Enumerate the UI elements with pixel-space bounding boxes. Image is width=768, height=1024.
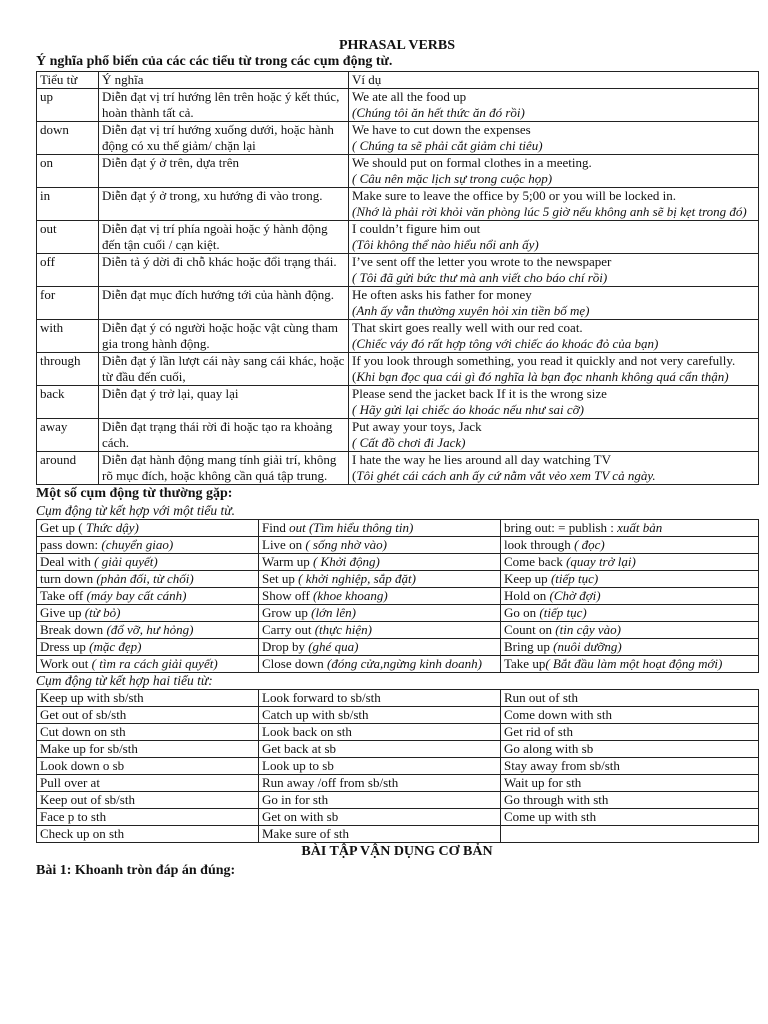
translation-text: ( Chúng ta sẽ phải cắt giảm chi tiêu) xyxy=(352,138,543,153)
example-text: Make sure to leave the office by 5;00 or you will be locked in. xyxy=(352,188,676,203)
two-particle-heading: Cụm động từ kết hợp hai tiểu từ: xyxy=(36,673,213,688)
table-row xyxy=(37,155,759,188)
table-row xyxy=(37,741,759,758)
phrasal-verb: Come back xyxy=(504,554,567,569)
header-meaning: Ý nghĩa xyxy=(99,72,349,89)
phrasal-cell xyxy=(259,554,501,571)
table-row xyxy=(37,386,759,419)
phrasal-meaning: (tiếp tục) xyxy=(539,605,587,620)
phrasal-cell: Get rid of sth xyxy=(501,724,759,741)
phrasal-meaning: (máy bay cất cánh) xyxy=(86,588,187,603)
example-cell xyxy=(349,452,759,485)
phrasal-cell xyxy=(259,520,501,537)
example-cell xyxy=(349,287,759,320)
phrasal-cell: Make sure of sth xyxy=(259,826,501,843)
particle-cell: in xyxy=(37,188,99,221)
phrasal-verb: Show off xyxy=(262,588,314,603)
phrasal-cell: Get on with sb xyxy=(259,809,501,826)
particle-cell: for xyxy=(37,287,99,320)
table-row xyxy=(37,122,759,155)
table-row xyxy=(37,537,759,554)
meaning-cell: Diễn đạt ý lần lượt cái này sang cái khác, hoặc từ đầu đến cuối, xyxy=(99,353,349,386)
phrasal-meaning: (quay trở lại) xyxy=(566,554,636,569)
phrasal-verb: Dress up xyxy=(40,639,90,654)
translation-line xyxy=(352,468,755,484)
example-cell xyxy=(349,89,759,122)
table-row xyxy=(37,554,759,571)
phrasal-verb: Drop by xyxy=(262,639,309,654)
translation-line xyxy=(352,204,755,220)
example-text: If you look through something, you read it quickly and not very carefully. xyxy=(352,353,736,368)
phrasal-verb: Count on xyxy=(504,622,556,637)
phrasal-cell: Go along with sb xyxy=(501,741,759,758)
example-cell xyxy=(349,320,759,353)
table-row xyxy=(37,419,759,452)
phrasal-meaning: (chuyển giao) xyxy=(101,537,174,552)
phrasal-verb: Warm up xyxy=(262,554,313,569)
phrasal-meaning: (phản đối, từ chối) xyxy=(96,571,194,586)
meaning-cell: Diễn tả ý dời đi chỗ khác hoặc đổi trạng thái. xyxy=(99,254,349,287)
example-cell xyxy=(349,188,759,221)
phrasal-cell: Make up for sb/sth xyxy=(37,741,259,758)
table-row xyxy=(37,520,759,537)
phrasal-cell: Wait up for sth xyxy=(501,775,759,792)
table-row xyxy=(37,656,759,673)
phrasal-verb: Take off xyxy=(40,588,87,603)
example-text: We ate all the food up xyxy=(352,89,467,104)
table-row xyxy=(37,221,759,254)
example-text: I’ve sent off the letter you wrote to the newspaper xyxy=(352,254,612,269)
phrasal-meaning: (ghé qua) xyxy=(308,639,359,654)
phrasal-cell: Come down with sth xyxy=(501,707,759,724)
one-particle-heading: Cụm động từ kết hợp với một tiểu từ. xyxy=(36,503,235,518)
phrasal-cell xyxy=(37,588,259,605)
phrasal-cell: Stay away from sb/sth xyxy=(501,758,759,775)
phrasal-meaning: (nuôi dưỡng) xyxy=(553,639,622,654)
example-text: We should put on formal clothes in a meeting. xyxy=(352,155,592,170)
example-cell xyxy=(349,353,759,386)
phrasal-cell xyxy=(37,537,259,554)
translation-line xyxy=(352,303,755,319)
phrasal-cell xyxy=(259,622,501,639)
table-row xyxy=(37,690,759,707)
phrasal-verb: Keep up xyxy=(504,571,551,586)
particle-cell: through xyxy=(37,353,99,386)
exercise-1-heading: Bài 1: Khoanh tròn đáp án đúng: xyxy=(36,863,236,878)
header-particle: Tiểu từ xyxy=(37,72,99,89)
phrasal-cell xyxy=(37,622,259,639)
phrasal-meaning: (Chờ đợi) xyxy=(549,588,601,603)
translation-text: (Anh ấy vẫn thường xuyên hỏi xin tiền bố mẹ) xyxy=(352,303,590,318)
table-row xyxy=(37,758,759,775)
phrasal-meaning: (Tìm hiểu thông tin) xyxy=(305,520,414,535)
example-text: I hate the way he lies around all day watching TV xyxy=(352,452,611,467)
phrasal-verb: bring out: = publish : xyxy=(504,520,618,535)
phrasal-cell: Look back on sth xyxy=(259,724,501,741)
phrasal-cell xyxy=(259,588,501,605)
example-cell xyxy=(349,254,759,287)
phrasal-verb: Hold on xyxy=(504,588,550,603)
phrasal-meaning: (tin cậy vào) xyxy=(555,622,621,637)
translation-line xyxy=(352,138,755,154)
table-row xyxy=(37,826,759,843)
particle-cell: up xyxy=(37,89,99,122)
table-row xyxy=(37,809,759,826)
page-title: PHRASAL VERBS xyxy=(338,38,456,53)
translation-line xyxy=(352,336,755,352)
table-row xyxy=(37,639,759,656)
translation-text: ( Hãy gửi lại chiếc áo khoác nếu như sai cỡ) xyxy=(352,402,584,417)
two-particle-table xyxy=(36,689,759,843)
phrasal-cell xyxy=(259,537,501,554)
particle-cell: with xyxy=(37,320,99,353)
translation-text: Tôi ghét cái cách anh ấy cứ nằm vắt vẻo xem TV cả ngày. xyxy=(356,468,656,483)
particle-cell: off xyxy=(37,254,99,287)
meaning-cell: Diễn đạt trạng thái rời đi hoặc tạo ra khoảng cách. xyxy=(99,419,349,452)
translation-paren: ( xyxy=(352,369,357,384)
translation-text: Khi bạn đọc qua cái gì đó nghĩa là bạn đọc nhanh không quá cẩn thận) xyxy=(356,369,729,384)
phrasal-cell: Run out of sth xyxy=(501,690,759,707)
table-row xyxy=(37,588,759,605)
table-row xyxy=(37,320,759,353)
meaning-cell: Diễn đạt vị trí phía ngoài hoặc ý hành động đến tận cuối / cạn kiệt. xyxy=(99,221,349,254)
phrasal-verb: Deal with xyxy=(40,554,95,569)
phrasal-cell xyxy=(501,520,759,537)
phrasal-cell xyxy=(501,537,759,554)
phrasal-cell xyxy=(37,639,259,656)
example-cell xyxy=(349,155,759,188)
meaning-cell: Diễn đạt ý ở trên, dựa trên xyxy=(99,155,349,188)
phrasal-cell xyxy=(259,639,501,656)
particle-cell: around xyxy=(37,452,99,485)
phrasal-verb: Set up xyxy=(262,571,299,586)
phrasal-meaning: ( tìm ra cách giải quyết) xyxy=(91,656,218,671)
phrasal-verb: pass down: xyxy=(40,537,102,552)
header-example: Ví dụ xyxy=(349,72,759,89)
phrasal-meaning: (tiếp tục) xyxy=(550,571,599,586)
translation-line xyxy=(352,435,755,451)
meaning-cell: Diễn đạt ý trở lại, quay lại xyxy=(99,386,349,419)
translation-paren: ( xyxy=(352,468,357,483)
translation-line xyxy=(352,369,755,385)
phrasal-cell: Get out of sb/sth xyxy=(37,707,259,724)
meaning-cell: Diễn đạt vị trí hướng xuống dưới, hoặc hành động có xu thế giảm/ chặn lại xyxy=(99,122,349,155)
example-text: Put away your toys, Jack xyxy=(352,419,482,434)
table-row xyxy=(37,254,759,287)
phrasal-meaning: Thức dậy) xyxy=(82,520,139,535)
translation-line xyxy=(352,171,755,187)
table-row xyxy=(37,605,759,622)
phrasal-verb: Bring up xyxy=(504,639,554,654)
table-row xyxy=(37,188,759,221)
translation-text: ( Câu nên mặc lịch sự trong cuộc họp) xyxy=(352,171,553,186)
meaning-cell: Diễn đạt mục đích hướng tới của hành động. xyxy=(99,287,349,320)
phrasal-verb: Carry out xyxy=(262,622,315,637)
phrasal-cell: Go in for sth xyxy=(259,792,501,809)
phrasal-cell xyxy=(501,622,759,639)
phrasal-meaning: (lớn lên) xyxy=(311,605,356,620)
table-row xyxy=(37,452,759,485)
particle-cell: on xyxy=(37,155,99,188)
phrasal-cell xyxy=(501,826,759,843)
phrasal-cell: Face p to sth xyxy=(37,809,259,826)
phrasal-cell: Get back at sb xyxy=(259,741,501,758)
example-cell xyxy=(349,419,759,452)
translation-line xyxy=(352,237,755,253)
phrasal-verb: Go on xyxy=(504,605,540,620)
phrasal-meaning: (đổ vỡ, hư hỏng) xyxy=(106,622,194,637)
example-text: Please send the jacket back If it is the wrong size xyxy=(352,386,607,401)
particle-cell: away xyxy=(37,419,99,452)
phrasal-cell: Keep up with sb/sth xyxy=(37,690,259,707)
example-text: That skirt goes really well with our red coat. xyxy=(352,320,583,335)
translation-text: ( Cất đồ chơi đi Jack) xyxy=(352,435,466,450)
phrasal-cell xyxy=(501,554,759,571)
translation-line xyxy=(352,105,755,121)
phrasal-cell: Keep out of sb/sth xyxy=(37,792,259,809)
table-row xyxy=(37,775,759,792)
translation-text: ( Tôi đã gửi bức thư mà anh viết cho báo chí rồi) xyxy=(352,270,608,285)
phrasal-cell: Look forward to sb/sth xyxy=(259,690,501,707)
phrasal-verb: Live on xyxy=(262,537,306,552)
phrasal-cell xyxy=(37,554,259,571)
example-text: He often asks his father for money xyxy=(352,287,532,302)
phrasal-cell xyxy=(37,656,259,673)
phrasal-verb: turn down xyxy=(40,571,97,586)
phrasal-verb: look through xyxy=(504,537,575,552)
example-text: We have to cut down the expenses xyxy=(352,122,531,137)
phrasal-particle: out xyxy=(289,520,306,535)
example-text: I couldn’t figure him out xyxy=(352,221,481,236)
phrasal-cell xyxy=(501,571,759,588)
translation-line xyxy=(352,270,755,286)
translation-text: (Chúng tôi ăn hết thức ăn đó rồi) xyxy=(352,105,525,120)
one-particle-table xyxy=(36,519,759,673)
table-header-row xyxy=(37,72,759,89)
phrasal-verb: Work out xyxy=(40,656,92,671)
phrasal-cell xyxy=(37,520,259,537)
meaning-cell: Diễn đạt hành động mang tính giải trí, không rõ mục đích, hoặc không cần quá tập trung. xyxy=(99,452,349,485)
particle-cell: down xyxy=(37,122,99,155)
table-row xyxy=(37,792,759,809)
phrasal-meaning: ( Khởi động) xyxy=(312,554,380,569)
phrasal-cell: Pull over at xyxy=(37,775,259,792)
phrasal-meaning: (từ bỏ) xyxy=(84,605,121,620)
particles-table xyxy=(36,71,759,485)
phrasal-cell: Come up with sth xyxy=(501,809,759,826)
phrasal-cell xyxy=(259,605,501,622)
translation-text: (Nhớ là phải rời khỏi văn phòng lúc 5 giờ nếu không anh sẽ bị kẹt trong đó) xyxy=(352,204,747,219)
table-row xyxy=(37,571,759,588)
example-cell xyxy=(349,122,759,155)
phrasal-cell xyxy=(501,605,759,622)
phrasal-meaning: (đóng cửa,ngừng kinh doanh) xyxy=(327,656,482,671)
exercise-title: BÀI TẬP VẬN DỤNG CƠ BẢN xyxy=(301,844,493,859)
phrasal-cell: Check up on sth xyxy=(37,826,259,843)
common-phrasal-heading: Một số cụm động từ thường gặp: xyxy=(36,486,233,501)
example-cell xyxy=(349,386,759,419)
example-cell xyxy=(349,221,759,254)
phrasal-cell: Run away /off from sb/sth xyxy=(259,775,501,792)
phrasal-meaning: ( sống nhờ vào) xyxy=(305,537,388,552)
translation-text: (Chiếc váy đó rất hợp tông với chiếc áo khoác đỏ của bạn) xyxy=(352,336,659,351)
phrasal-verb: Break down xyxy=(40,622,107,637)
particle-cell: out xyxy=(37,221,99,254)
phrasal-meaning: ( khởi nghiệp, sắp đặt) xyxy=(298,571,416,586)
translation-line xyxy=(352,402,755,418)
phrasal-cell xyxy=(501,639,759,656)
table-row xyxy=(37,287,759,320)
phrasal-cell xyxy=(501,588,759,605)
phrasal-meaning: ( Bắt đầu làm một hoạt động mới) xyxy=(545,656,723,671)
particle-cell: back xyxy=(37,386,99,419)
page-subtitle: Ý nghĩa phổ biến của các các tiểu từ trong các cụm động từ. xyxy=(36,54,393,69)
phrasal-cell xyxy=(259,656,501,673)
table-row xyxy=(37,622,759,639)
phrasal-verb: Close down xyxy=(262,656,327,671)
phrasal-cell xyxy=(259,571,501,588)
phrasal-cell: Go through with sth xyxy=(501,792,759,809)
table-row xyxy=(37,89,759,122)
phrasal-meaning: ( đọc) xyxy=(574,537,605,552)
phrasal-cell: Cut down on sth xyxy=(37,724,259,741)
phrasal-meaning: (khoe khoang) xyxy=(313,588,388,603)
phrasal-meaning: xuất bản xyxy=(617,520,663,535)
table-row xyxy=(37,707,759,724)
phrasal-cell: Look down o sb xyxy=(37,758,259,775)
phrasal-verb: Find xyxy=(262,520,290,535)
meaning-cell: Diễn đạt vị trí hướng lên trên hoặc ý kết thúc, hoàn thành tất cả. xyxy=(99,89,349,122)
phrasal-cell xyxy=(501,656,759,673)
phrasal-meaning: ( giải quyết) xyxy=(94,554,158,569)
meaning-cell: Diễn đạt ý có người hoặc hoặc vật cùng tham gia trong hành động. xyxy=(99,320,349,353)
phrasal-cell: Catch up with sb/sth xyxy=(259,707,501,724)
phrasal-meaning: (mặc đẹp) xyxy=(89,639,142,654)
phrasal-cell xyxy=(37,571,259,588)
document-page xyxy=(36,38,758,880)
phrasal-cell: Look up to sb xyxy=(259,758,501,775)
table-row xyxy=(37,353,759,386)
phrasal-verb: Grow up xyxy=(262,605,312,620)
translation-text: (Tôi không thể nào hiểu nổi anh ấy) xyxy=(352,237,539,252)
table-row xyxy=(37,724,759,741)
phrasal-verb: Get up ( xyxy=(40,520,83,535)
phrasal-verb: Give up xyxy=(40,605,85,620)
phrasal-cell xyxy=(37,605,259,622)
phrasal-verb: Take up xyxy=(504,656,546,671)
phrasal-meaning: (thực hiện) xyxy=(314,622,372,637)
meaning-cell: Diễn đạt ý ở trong, xu hướng đi vào trong. xyxy=(99,188,349,221)
